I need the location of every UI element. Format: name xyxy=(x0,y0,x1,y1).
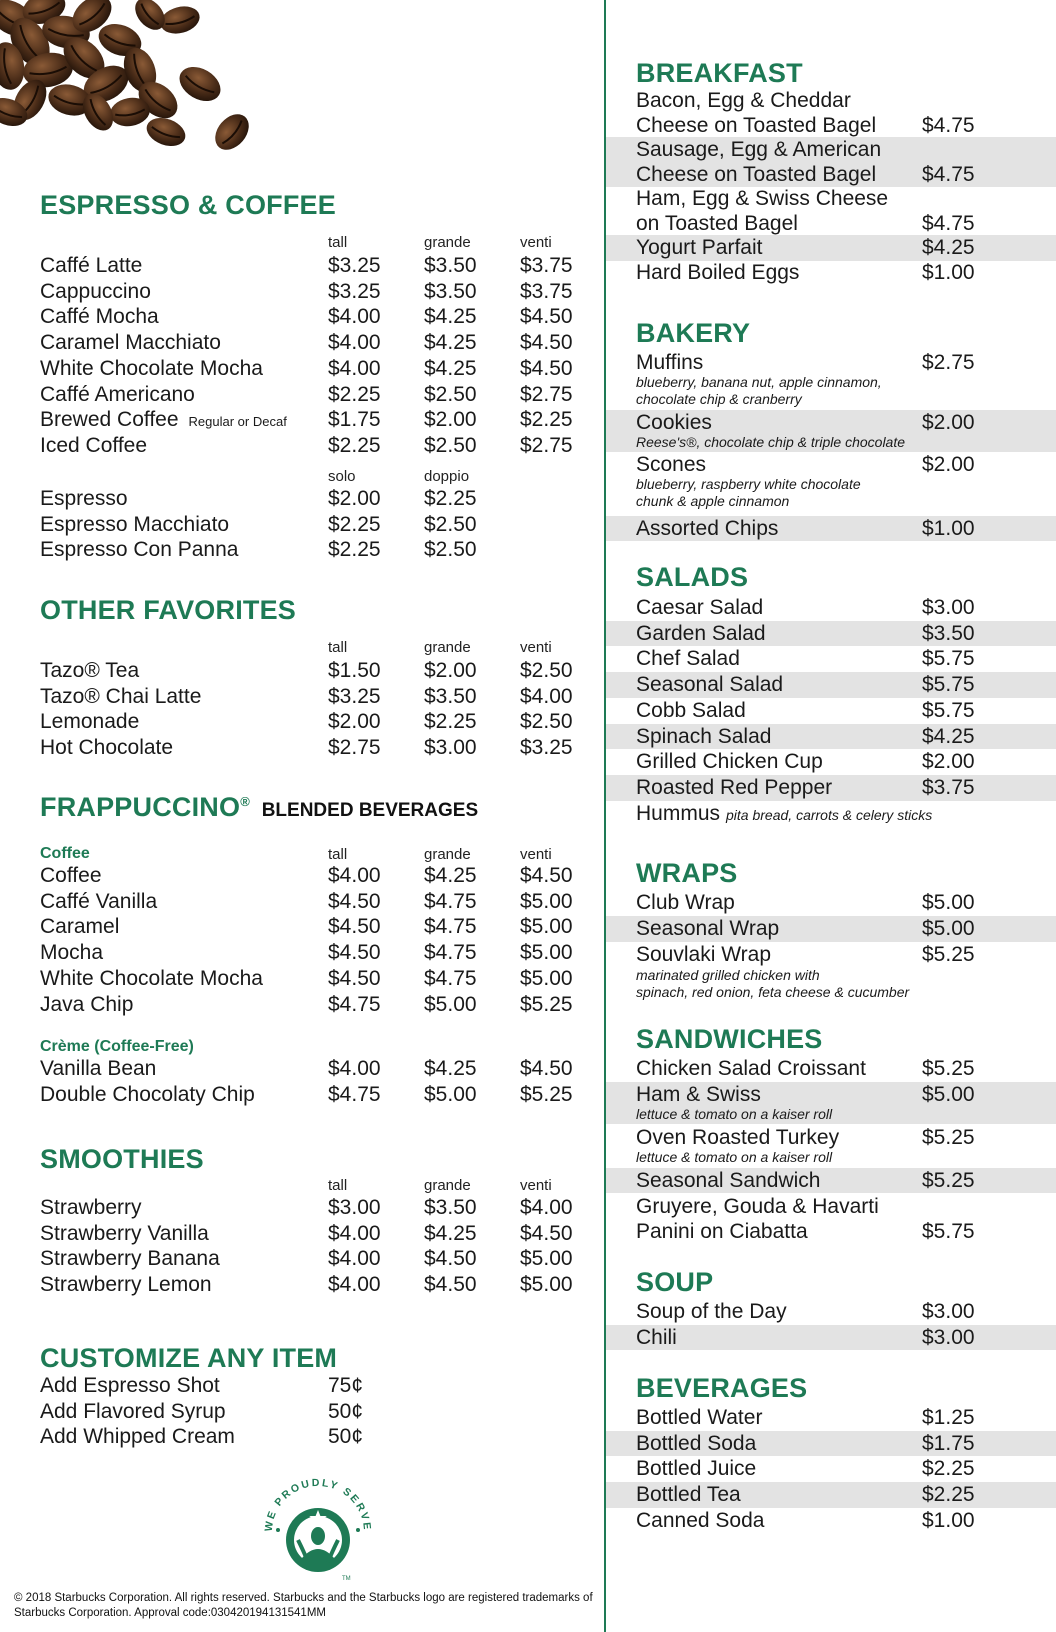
menu-item-muffins xyxy=(606,350,1056,410)
item-name xyxy=(40,382,195,408)
item-price: $3.00 xyxy=(328,1196,381,1219)
item-name: Grilled Chicken Cup xyxy=(636,750,823,774)
item-price: $4.50 xyxy=(520,356,573,380)
item-name-text: Strawberry Vanilla xyxy=(40,1221,209,1245)
item-name: Chili xyxy=(636,1325,677,1349)
item-price: $3.75 xyxy=(520,279,573,303)
item-description: chocolate chip & cranberry xyxy=(636,391,802,407)
item-price: $4.75 xyxy=(922,211,975,235)
item-price: $3.25 xyxy=(520,736,573,760)
item-name-text: Caffé Americano xyxy=(40,382,195,406)
menu-item-ham-egg-swiss-cheese-on-toasted-bagel xyxy=(606,186,1056,236)
item-name: Canned Soda xyxy=(636,1508,765,1532)
item-name xyxy=(40,709,139,735)
item-price: $4.00 xyxy=(328,356,381,380)
item-name xyxy=(40,735,173,761)
item-price: $1.75 xyxy=(922,1431,975,1455)
item-name xyxy=(40,940,103,966)
item-name-text: Caramel xyxy=(40,915,120,939)
item-price: $4.50 xyxy=(328,966,381,990)
item-name xyxy=(40,1424,235,1450)
item-name: Club Wrap xyxy=(636,891,735,914)
item-price: $3.75 xyxy=(922,775,975,799)
item-name: Yogurt Parfait xyxy=(636,236,763,259)
item-name: Roasted Red Pepper xyxy=(636,775,833,799)
item-price: $2.50 xyxy=(520,710,573,734)
item-price: $5.75 xyxy=(922,698,975,722)
item-description: chunk & apple cinnamon xyxy=(636,493,790,509)
item-price: $4.00 xyxy=(520,1196,573,1219)
menu-item-souvlaki-wrap xyxy=(606,942,1056,1002)
frappuccino-heading xyxy=(40,792,478,823)
menu-item-chef-salad xyxy=(606,646,1056,672)
size-venti: venti xyxy=(520,1177,552,1194)
sandwiches-heading: SANDWICHES xyxy=(636,1024,823,1054)
bakery-heading: BAKERY xyxy=(636,318,751,348)
item-price: $4.50 xyxy=(520,1221,573,1245)
size-venti: venti xyxy=(520,234,552,251)
item-price: $2.50 xyxy=(424,382,477,406)
menu-item-gruyere-gouda-havarti-panini-on-ciabatta xyxy=(606,1194,1056,1244)
item-price: $2.75 xyxy=(922,351,975,374)
item-price: $5.25 xyxy=(922,1169,975,1192)
beverages-heading: BEVERAGES xyxy=(636,1373,808,1403)
item-name: Souvlaki Wrap xyxy=(636,943,772,966)
espresso-heading: ESPRESSO & COFFEE xyxy=(40,190,336,220)
item-description: marinated grilled chicken with xyxy=(636,967,820,983)
item-description: lettuce & tomato on a kaiser roll xyxy=(636,1106,833,1122)
item-price: $4.75 xyxy=(922,113,975,137)
item-name: Bacon, Egg & Cheddar xyxy=(636,89,851,112)
item-name-with-description xyxy=(636,801,932,828)
item-description: Reese's®, chocolate chip & triple chocolate xyxy=(636,434,906,450)
menu-item-club-wrap xyxy=(606,890,1056,916)
item-name-text: Mocha xyxy=(40,941,104,965)
item-price: $1.00 xyxy=(922,517,975,540)
item-price: $4.00 xyxy=(520,684,573,708)
size-doppio: doppio xyxy=(424,468,470,485)
item-price: $3.25 xyxy=(328,254,381,277)
item-price: $5.00 xyxy=(520,889,573,913)
coffee-beans-image xyxy=(0,0,260,170)
item-price: $4.25 xyxy=(922,724,975,748)
item-name: Bottled Soda xyxy=(636,1431,757,1455)
item-price: $4.25 xyxy=(424,305,477,329)
menu-item-hard-boiled-eggs xyxy=(606,260,1056,286)
coffee-bean xyxy=(143,113,189,151)
item-price: 50¢ xyxy=(328,1425,364,1449)
item-note: Regular or Decaf xyxy=(188,414,287,430)
item-name: Spinach Salad xyxy=(636,724,772,748)
item-name xyxy=(40,486,128,512)
item-price: $3.00 xyxy=(424,736,477,760)
item-name: Hummus xyxy=(636,801,721,825)
item-price: $5.00 xyxy=(424,992,477,1016)
item-price: $2.00 xyxy=(922,453,975,476)
item-price: $4.00 xyxy=(328,1221,381,1245)
item-name xyxy=(40,407,287,435)
item-price: $2.25 xyxy=(328,538,381,562)
salads-heading: SALADS xyxy=(636,562,749,592)
item-price: $4.50 xyxy=(520,331,573,355)
menu-item-seasonal-salad xyxy=(606,672,1056,698)
item-name: on Toasted Bagel xyxy=(636,211,798,235)
item-price: $3.50 xyxy=(424,1196,477,1219)
menu-item-seasonal-sandwich xyxy=(606,1168,1056,1193)
item-name: Cheese on Toasted Bagel xyxy=(636,162,877,186)
item-name: Seasonal Salad xyxy=(636,673,784,697)
menu-item-bottled-soda xyxy=(606,1431,1056,1457)
item-name xyxy=(40,1221,209,1247)
item-name-text: Tazo® Chai Latte xyxy=(40,684,202,708)
item-name-text: Add Whipped Cream xyxy=(40,1425,235,1449)
item-name: Seasonal Sandwich xyxy=(636,1169,821,1192)
menu-item-bottled-water xyxy=(606,1405,1056,1431)
size-tall: tall xyxy=(328,846,348,863)
frappuccino-title: FRAPPUCCINO xyxy=(40,792,241,822)
item-price: $2.00 xyxy=(424,659,477,682)
item-name: Bottled Juice xyxy=(636,1457,757,1481)
logo-tagline: WE PROUDLY SERVE xyxy=(262,1476,374,1533)
item-price: $3.75 xyxy=(520,254,573,277)
item-name: Muffins xyxy=(636,351,704,374)
item-price: $1.75 xyxy=(328,408,381,432)
item-price: 75¢ xyxy=(328,1374,364,1397)
size-tall: tall xyxy=(328,639,348,656)
item-name-text: Java Chip xyxy=(40,992,134,1016)
menu-item-cookies xyxy=(606,410,1056,452)
item-name-text: Caffé Mocha xyxy=(40,305,159,329)
item-price: $5.75 xyxy=(922,673,975,697)
item-price: $3.50 xyxy=(424,279,477,303)
starbucks-logo xyxy=(258,1470,378,1590)
item-name xyxy=(40,512,229,538)
soup-heading: SOUP xyxy=(636,1267,714,1297)
size-grande: grande xyxy=(424,639,471,656)
item-name: Cookies xyxy=(636,411,712,434)
item-name-text: Strawberry xyxy=(40,1196,142,1219)
item-name xyxy=(40,537,238,563)
menu-item-bottled-tea xyxy=(606,1482,1056,1508)
item-name: Oven Roasted Turkey xyxy=(636,1126,840,1149)
item-name: Seasonal Wrap xyxy=(636,917,780,940)
item-name xyxy=(40,1195,142,1221)
menu-item-bottled-juice xyxy=(606,1456,1056,1482)
item-name-text: Cappuccino xyxy=(40,279,151,303)
menu-item-chili xyxy=(606,1325,1056,1351)
other-favorites-heading: OTHER FAVORITES xyxy=(40,595,297,625)
item-name-text: Strawberry Lemon xyxy=(40,1273,212,1297)
item-price: $3.00 xyxy=(922,596,975,619)
menu-item-chicken-salad-croissant xyxy=(606,1056,1056,1081)
item-name xyxy=(40,863,102,889)
item-price: $4.25 xyxy=(424,356,477,380)
item-price: $2.75 xyxy=(520,433,573,457)
item-price: $3.50 xyxy=(424,684,477,708)
size-tall: tall xyxy=(328,234,348,251)
item-price: $5.25 xyxy=(922,1057,975,1080)
item-description: lettuce & tomato on a kaiser roll xyxy=(636,1149,833,1165)
item-name xyxy=(40,279,151,305)
item-name xyxy=(40,304,159,330)
item-name xyxy=(40,1272,212,1298)
item-name xyxy=(40,889,157,915)
item-price: $5.00 xyxy=(424,1082,477,1106)
item-price: $4.50 xyxy=(328,941,381,965)
item-price: $2.50 xyxy=(424,433,477,457)
menu-item-garden-salad xyxy=(606,621,1056,647)
item-name: Soup of the Day xyxy=(636,1300,787,1323)
item-price: $2.25 xyxy=(328,382,381,406)
item-name-text: Lemonade xyxy=(40,710,140,734)
item-name: Bottled Water xyxy=(636,1406,763,1429)
item-price: $4.50 xyxy=(424,1247,477,1271)
menu-item-scones xyxy=(606,452,1056,516)
item-price: $1.25 xyxy=(922,1406,975,1429)
item-price: $3.50 xyxy=(922,621,975,645)
item-price: $3.25 xyxy=(328,279,381,303)
item-price: $4.00 xyxy=(328,1057,381,1080)
smoothies-heading: SMOOTHIES xyxy=(40,1144,204,1174)
item-price: $2.00 xyxy=(328,487,381,510)
item-price: $5.00 xyxy=(922,1083,975,1106)
item-price: $2.25 xyxy=(328,512,381,536)
item-price: $2.75 xyxy=(328,736,381,760)
item-name: Cobb Salad xyxy=(636,698,746,722)
coffee-bean xyxy=(208,108,255,157)
item-price: $1.00 xyxy=(922,1508,975,1532)
item-price: $4.75 xyxy=(328,1082,381,1106)
menu-item-bacon-egg-cheddar-cheese-on-toasted-bagel xyxy=(606,88,1056,138)
item-name-text: Espresso Con Panna xyxy=(40,538,239,562)
item-name-text: Strawberry Banana xyxy=(40,1247,220,1271)
item-price: $5.25 xyxy=(520,992,573,1016)
item-price: $2.50 xyxy=(424,538,477,562)
item-description: blueberry, banana nut, apple cinnamon, xyxy=(636,374,882,390)
item-name-text: Espresso Macchiato xyxy=(40,512,230,536)
item-price: $4.00 xyxy=(328,305,381,329)
item-price: $4.25 xyxy=(424,864,477,887)
item-name xyxy=(40,330,221,356)
item-price: $4.75 xyxy=(328,992,381,1016)
item-price: $1.50 xyxy=(328,659,381,682)
item-price: $2.00 xyxy=(424,408,477,432)
menu-item-oven-roasted-turkey xyxy=(606,1125,1056,1167)
menu-item-canned-soda xyxy=(606,1508,1056,1534)
item-name xyxy=(40,684,201,710)
item-price: $3.25 xyxy=(328,684,381,708)
item-price: $2.00 xyxy=(922,411,975,434)
item-name: Ham, Egg & Swiss Cheese xyxy=(636,187,889,210)
item-name: Caesar Salad xyxy=(636,596,764,619)
item-name xyxy=(40,992,133,1018)
item-price: $4.75 xyxy=(922,162,975,186)
item-price: $5.00 xyxy=(922,917,975,940)
customize-heading: CUSTOMIZE ANY ITEM xyxy=(40,1343,338,1373)
item-description: pita bread, carrots & celery sticks xyxy=(726,806,933,823)
item-price: $2.00 xyxy=(922,750,975,774)
item-price: $4.75 xyxy=(424,889,477,913)
item-price: $4.50 xyxy=(520,864,573,887)
item-name xyxy=(40,356,263,382)
item-name xyxy=(40,1399,226,1425)
item-price: $5.25 xyxy=(520,1082,573,1106)
item-price: $1.00 xyxy=(922,261,975,284)
item-name: Scones xyxy=(636,453,707,476)
size-solo: solo xyxy=(328,468,356,485)
menu-item-caesar-salad xyxy=(606,595,1056,621)
registered-mark: ® xyxy=(240,794,250,809)
frappuccino-creme-label: Crème (Coffee-Free) xyxy=(40,1038,194,1055)
item-name-text: Brewed Coffee xyxy=(40,408,179,432)
size-grande: grande xyxy=(424,234,471,251)
item-description: blueberry, raspberry white chocolate xyxy=(636,476,861,492)
wraps-heading: WRAPS xyxy=(636,858,738,888)
frappuccino-subtitle: BLENDED BEVERAGES xyxy=(261,800,479,821)
item-name-text: White Chocolate Mocha xyxy=(40,356,263,380)
item-name: Bottled Tea xyxy=(636,1483,741,1507)
item-price: $4.50 xyxy=(520,1057,573,1080)
item-name xyxy=(40,658,139,684)
item-price: $5.25 xyxy=(922,943,975,966)
menu-item-roasted-red-pepper xyxy=(606,775,1056,801)
item-name-text: Caffé Latte xyxy=(40,254,143,277)
item-description: spinach, red onion, feta cheese & cucumber xyxy=(636,984,910,1000)
item-price: $2.25 xyxy=(922,1457,975,1481)
item-name xyxy=(40,1056,156,1082)
item-price: $2.75 xyxy=(520,382,573,406)
item-price: $5.00 xyxy=(520,1273,573,1297)
item-name-text: Vanilla Bean xyxy=(40,1057,157,1080)
menu-item-soup-of-the-day xyxy=(606,1299,1056,1325)
item-name-text: Double Chocolaty Chip xyxy=(40,1082,255,1106)
item-name-text: Hot Chocolate xyxy=(40,736,174,760)
item-price: $5.00 xyxy=(520,941,573,965)
item-price: $4.25 xyxy=(424,1057,477,1080)
item-name: Hard Boiled Eggs xyxy=(636,261,800,284)
item-price: $4.00 xyxy=(328,1273,381,1297)
item-name xyxy=(40,1246,220,1272)
item-price: $2.25 xyxy=(424,710,477,734)
item-price: $4.50 xyxy=(328,915,381,939)
item-name-text: Add Espresso Shot xyxy=(40,1374,220,1397)
item-price: $3.50 xyxy=(424,254,477,277)
item-name: Chicken Salad Croissant xyxy=(636,1057,866,1080)
menu-item-cobb-salad xyxy=(606,698,1056,724)
size-grande: grande xyxy=(424,1177,471,1194)
item-name-text: Caffé Vanilla xyxy=(40,889,158,913)
menu-item-yogurt-parfait xyxy=(606,235,1056,261)
item-name xyxy=(40,914,119,940)
item-price: $5.75 xyxy=(922,647,975,671)
item-price: $5.25 xyxy=(922,1126,975,1149)
coffee-bean xyxy=(173,60,226,108)
item-name: Assorted Chips xyxy=(636,517,779,540)
item-name: Chef Salad xyxy=(636,647,740,671)
item-name xyxy=(40,1373,220,1399)
item-price: $4.75 xyxy=(424,941,477,965)
item-price: $4.25 xyxy=(424,331,477,355)
menu-item-assorted-chips xyxy=(606,516,1056,541)
menu-item-seasonal-wrap xyxy=(606,916,1056,942)
item-price: $3.00 xyxy=(922,1300,975,1323)
item-name: Cheese on Toasted Bagel xyxy=(636,113,877,137)
menu-item-ham-swiss xyxy=(606,1082,1056,1124)
item-price: $3.00 xyxy=(922,1325,975,1349)
item-price: $4.75 xyxy=(424,915,477,939)
item-price: 50¢ xyxy=(328,1399,364,1423)
item-price: $4.50 xyxy=(520,305,573,329)
size-tall: tall xyxy=(328,1177,348,1194)
item-name: Panini on Ciabatta xyxy=(636,1220,808,1243)
item-name-text: Caramel Macchiato xyxy=(40,331,221,355)
item-price: $5.00 xyxy=(520,915,573,939)
item-price: $2.50 xyxy=(424,512,477,536)
item-price: $5.00 xyxy=(520,1247,573,1271)
item-price: $2.25 xyxy=(328,433,381,457)
item-name-text: Tazo® Tea xyxy=(40,659,140,682)
item-price: $5.00 xyxy=(922,891,975,914)
item-price: $4.00 xyxy=(328,1247,381,1271)
item-name-text: White Chocolate Mocha xyxy=(40,966,263,990)
item-name: Sausage, Egg & American xyxy=(636,138,882,161)
item-price: $4.00 xyxy=(328,331,381,355)
item-price: $4.00 xyxy=(328,864,381,887)
menu-item-hummus xyxy=(606,801,1056,827)
item-name: Ham & Swiss xyxy=(636,1083,761,1106)
item-name xyxy=(40,966,263,992)
item-price: $2.25 xyxy=(520,408,573,432)
item-price: $5.00 xyxy=(520,966,573,990)
menu-item-sausage-egg-american-cheese-on-toasted-bagel xyxy=(606,137,1056,187)
menu-item-grilled-chicken-cup xyxy=(606,749,1056,775)
item-price: $4.25 xyxy=(424,1221,477,1245)
item-name-text: Espresso xyxy=(40,487,128,510)
item-price: $2.25 xyxy=(424,487,477,510)
item-name: Gruyere, Gouda & Havarti xyxy=(636,1195,879,1218)
item-price: $2.50 xyxy=(520,659,573,682)
logo-trademark: TM xyxy=(342,1576,351,1582)
breakfast-heading: BREAKFAST xyxy=(636,58,803,88)
item-name xyxy=(40,433,147,459)
size-grande: grande xyxy=(424,846,471,863)
item-price: $2.25 xyxy=(922,1483,975,1507)
size-venti: venti xyxy=(520,846,552,863)
item-name-text: Add Flavored Syrup xyxy=(40,1399,226,1423)
item-price: $4.50 xyxy=(328,889,381,913)
size-venti: venti xyxy=(520,639,552,656)
copyright-footer: © 2018 Starbucks Corporation. All rights reserved. Starbucks and the Starbucks logo are registered trademarks of Starbucks Corporation. Approval code:030420194131541MM xyxy=(14,1592,593,1619)
item-name-text: Coffee xyxy=(40,864,102,887)
item-name: Garden Salad xyxy=(636,621,766,645)
menu-item-spinach-salad xyxy=(606,724,1056,750)
item-price: $4.75 xyxy=(424,966,477,990)
item-price: $4.50 xyxy=(424,1273,477,1297)
item-price: $4.25 xyxy=(922,236,975,259)
item-name xyxy=(40,253,142,279)
item-name xyxy=(40,1082,255,1108)
item-name-text: Iced Coffee xyxy=(40,433,148,457)
item-price: $2.00 xyxy=(328,710,381,734)
item-price: $5.75 xyxy=(922,1220,975,1243)
frappuccino-coffee-label: Coffee xyxy=(40,845,90,862)
